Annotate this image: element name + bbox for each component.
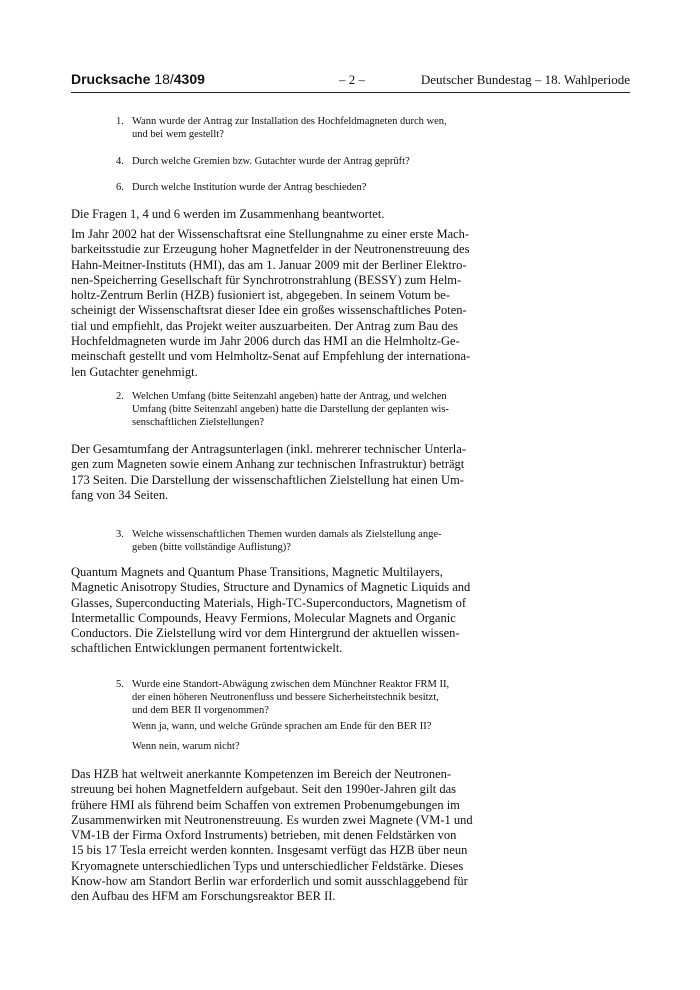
page-number: – 2 – (339, 72, 365, 87)
document-page: Drucksache 18/4309 – 2 – Deutscher Bundestag – 18. Wahlperiode 1. Wann wurde der Antrag zur Installation des Hochfeldmagneten durch wen, und bei wem gestellt? 4. Durch welche Gremien bzw. Gutachter wurde der Antrag geprüft? 6. Durch welche Institution wurde der Antrag beschieden? Die Fragen 1, 4 und 6 werden im Zusammenhang beantwortet. Im Jahr 2002 hat der Wissenschaftsrat eine Stellungnahme zu einer erste Mach- barkeitsstudie zur Erzeugung hoher Magnetfelder in der Neutronenstreuung des Hahn-Meitner-Instituts (HMI), das am 1. Januar 2009 mit der Berliner Elektro- nen-Speicherring Gesellschaft für Synchrotronstrahlung (BESSY) zum Helm- holtz-Zentrum Berlin (HZB) fusioniert ist, abgegeben. In seinem Votum be- scheinigt der Wissenschaftsrat dieser Idee ein großes wissenschaftliches Poten- tial und empfiehlt, das Projekt weiter auszuarbeiten. Der Antrag zum Bau des Hochfeldmagneten wurde im Jahr 2006 durch das HMI an die Helmholtz-Ge- meinschaft gestellt und vom Helmholtz-Senat auf Empfehlung der internationa- len Gutachter genehmigt. 2. Welchen Umfang (bitte Seitenzahl angeben) hatte der Antrag, und welchen Umfang (bitte Seitenzahl angeben) hatte die Darstellung der geplanten wis- senschaftlichen Zielstellungen? Der Gesamtumfang der Antragsunterlagen (inkl. mehrerer technischer Unterla- gen zum Magneten sowie einem Anhang zur technischen Infrastruktur) beträgt 173 Seiten. Die Darstellung der wissenschaftlichen Zielstellung hat einen Um- fang von 34 Seiten. 3. Welche wissenschaftlichen Themen wurden damals als Zielstellung ange- geben (bitte vollständige Auflistung)? Quantum Magnets and Quantum Phase Transitions, Magnetic Multilayers, Magnetic Anisotropy Studies, Structure and Dynamics of Magnetic Liquids and Glasses, Superconducting Materials, High-TC-Superconductors, Magnetism of Intermetallic Compounds, Heavy Fermions, Molecular Magnets and Organic Conductors. Die Zielstellung wird vor dem Hintergrund der aktuellen wissen- schaftlichen Entwicklungen permanent fortentwickelt. 5. Wurde eine Standort-Abwägung zwischen dem Münchner Reaktor FRM II, der einen höheren Neutronenfluss und bessere Sicherheitstechnik besitzt, und dem BER II vorgenommen? Wenn ja, wann, und welche Gründe sprachen am Ende für den BER II? Wenn nein, warum nicht? Das HZB hat weltweit anerkannte Kompetenzen im Bereich der Neutronen- streuung bei hohen Magnetfeldern aufgebaut. Seit den 1990er-Jahren gilt das frühere HMI als führend beim Schaffen von extremen Probenumgebungen im Zusammenwirken mit Neutronenstreuung. Es wurden zwei Magnete (VM-1 und VM-1B der Firma Oxford Instruments) betrieben, mit denen Feldstärken von 15 bis 17 Tesla erreicht werden konnten. Insgesamt verfügt das HZB über neun Kryomagnete unterschiedlichen Typs und unterschiedlicher Feldstärke. Dieses Know-how am Standort Berlin war erforderlich und somit ausschlaggebend für den Aufbau des HFM am Forschungsreaktor BER II. (71, 71, 630, 904)
answer-paragraph: Quantum Magnets and Quantum Phase Transitions, Magnetic Multilayers, Magnetic Anisotropy Studies, Structure and Dynamics of Magnetic Liquids and Glasses, Superconducting Materials, High-TC-Superconductors, Magnetism of Intermetallic Compounds, Heavy Fermions, Molecular Magnets and Organic Conductors. Die Zielstellung wird vor dem Hintergrund der aktuellen wissen- schaftlichen Entwicklungen permanent fortentwickelt. (71, 565, 471, 656)
answer-paragraph: Das HZB hat weltweit anerkannte Kompetenzen im Bereich der Neutronen- streuung bei hohen Magnetfeldern aufgebaut. Seit den 1990er-Jahren gilt das frühere HMI als führend beim Schaffen von extremen Probenumgebungen im Zusammenwirken mit Neutronenstreuung. Es wurden zwei Magnete (VM-1 und VM-1B der Firma Oxford Instruments) betrieben, mit denen Feldstärken von 15 bis 17 Tesla erreicht werden konnten. Insgesamt verfügt das HZB über neun Kryomagnete unterschiedlichen Typs und unterschiedlicher Feldstärke. Dieses Know-how am Standort Berlin war erforderlich und somit ausschlaggebend für den Aufbau des HFM am Forschungsreaktor BER II. (71, 767, 473, 904)
publisher: Deutscher Bundestag – 18. Wahlperiode (420, 72, 630, 87)
answer-intro: Die Fragen 1, 4 und 6 werden im Zusammenhang beantwortet. (71, 207, 385, 221)
document-number: Drucksache 18/4309 (71, 71, 205, 87)
answer-paragraph: Im Jahr 2002 hat der Wissenschaftsrat eine Stellungnahme zu einer erste Mach- barkeitsstudie zur Erzeugung hoher Magnetfelder in der Neutronenstreuung des Hahn-Meitner-Instituts (HMI), das am 1. Januar 2009 mit der Berliner Elektro- nen-Speicherring Gesellschaft für Synchrotronstrahlung (BESSY) zum Helm- holtz-Zentrum Berlin (HZB) fusioniert ist, abgegeben. In seinem Votum be- scheinigt der Wissenschaftsrat dieser Idee ein großes wissenschaftliches Poten- tial und empfiehlt, das Projekt weiter auszuarbeiten. Der Antrag zum Bau des Hochfeldmagneten wurde im Jahr 2006 durch das HMI an die Helmholtz-Ge- meinschaft gestellt und vom Helmholtz-Senat auf Empfehlung der internationa- len Gutachter genehmigt. (71, 227, 471, 379)
answer-paragraph: Der Gesamtumfang der Antragsunterlagen (inkl. mehrerer technischer Unterla- gen zum Magneten sowie einem Anhang zur technischen Infrastruktur) beträgt 173 Seiten. Die Darstellung der wissenschaftlichen Zielstellung hat einen Um- fang von 34 Seiten. (71, 442, 466, 502)
page-header (71, 70, 630, 93)
